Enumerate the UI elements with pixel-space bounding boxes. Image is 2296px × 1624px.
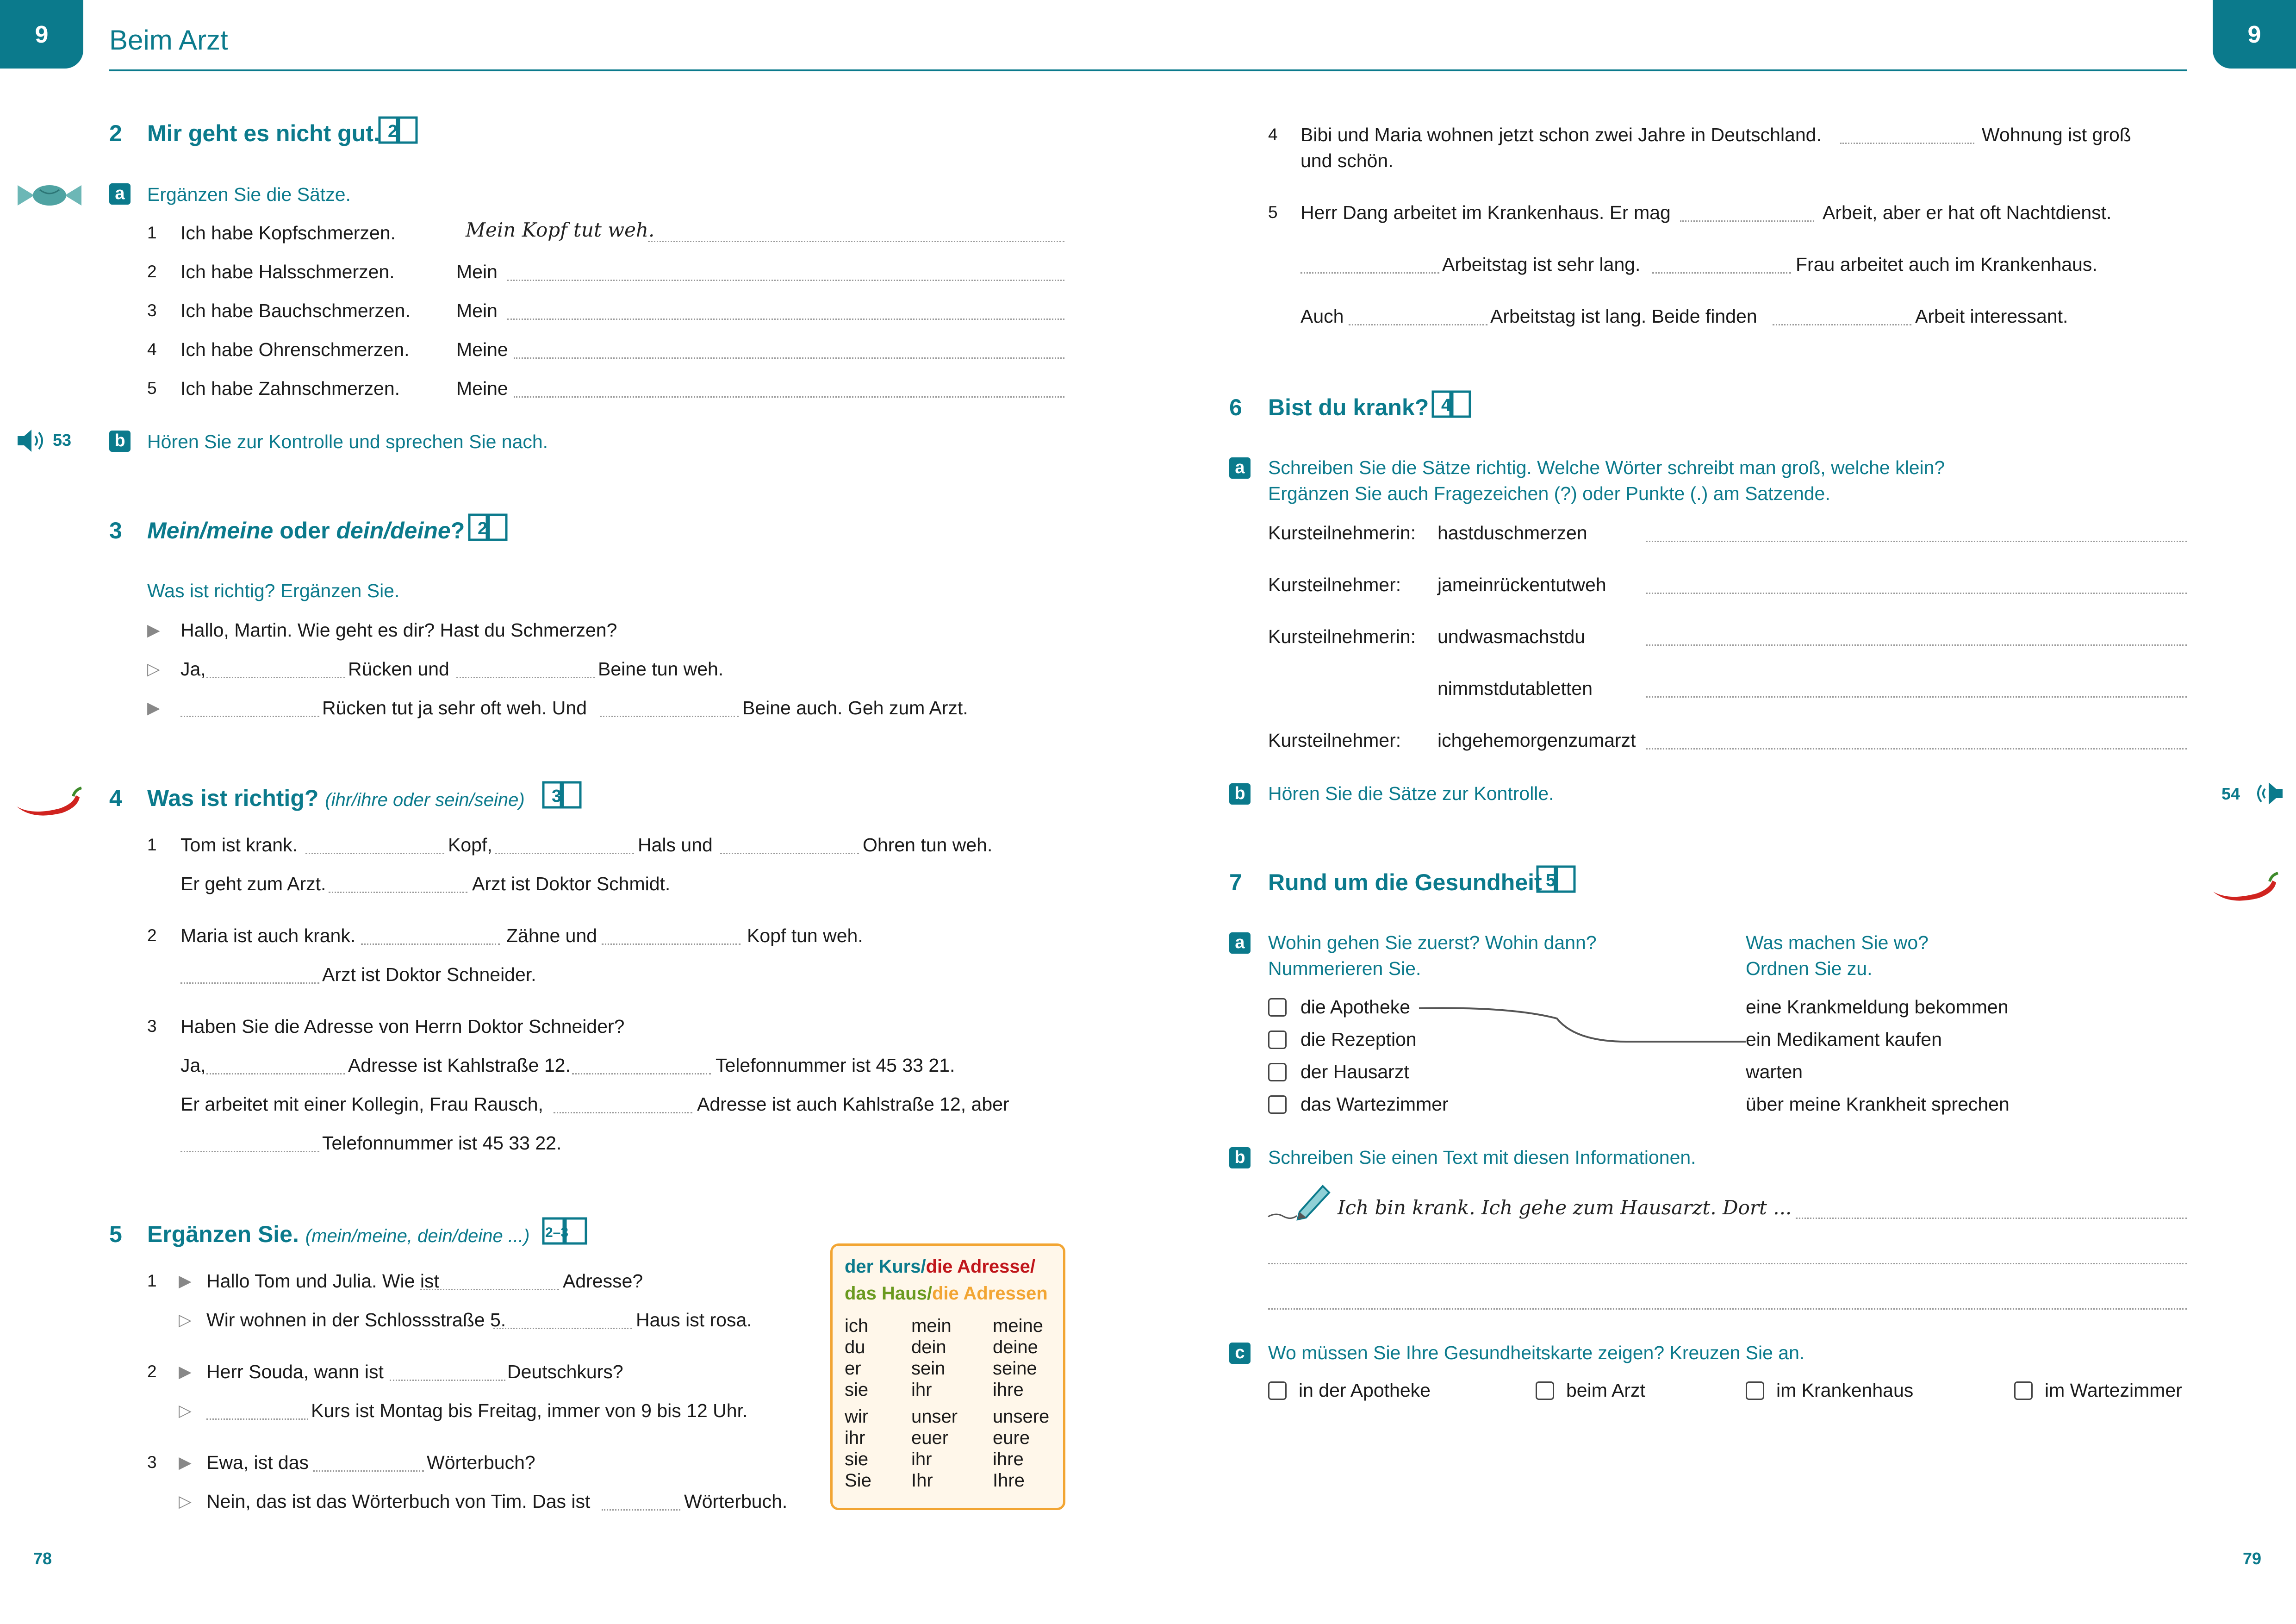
instruction: Was machen Sie wo?: [1746, 932, 1929, 953]
dialogue-text: Kurs ist Montag bis Freitag, immer von 9 bis 12 Uhr.: [311, 1400, 748, 1421]
item-number: 3: [147, 301, 157, 320]
dialogue-text: Deutschkurs?: [507, 1361, 623, 1382]
candy-icon: [16, 181, 83, 209]
gap-line[interactable]: [572, 1073, 711, 1074]
gap-line[interactable]: [206, 677, 345, 678]
dialogue-text: Wir wohnen in der Schlossstraße 5.: [206, 1309, 506, 1330]
item-text: Ja,: [180, 1055, 206, 1076]
item-text: Arbeitstag ist sehr lang.: [1442, 254, 1641, 275]
exercise-title: Bist du krank?: [1268, 394, 1429, 420]
item-text: Arzt ist Doktor Schneider.: [322, 964, 536, 985]
dialogue-text: Adresse?: [563, 1270, 643, 1292]
item-number: 5: [1268, 203, 1278, 222]
item-text: Maria ist auch krank.: [180, 925, 356, 946]
checkbox-label: in der Apotheke: [1299, 1380, 1431, 1401]
item-text: Telefonnummer ist 45 33 22.: [322, 1132, 562, 1154]
scrambled-sentence: hastduschmerzen: [1437, 522, 1587, 543]
audio-track-number: 54: [2221, 784, 2240, 803]
gap-line[interactable]: [313, 1470, 424, 1472]
scrambled-sentence: ichgehemorgenzumarzt: [1437, 730, 1636, 751]
answer-line[interactable]: [648, 241, 1064, 242]
chapter-number: 9: [2247, 21, 2261, 48]
item-text: Zähne und: [506, 925, 597, 946]
possessive: ihr: [911, 1449, 932, 1469]
item-text: Er geht zum Arzt.: [180, 873, 326, 894]
possessive: sein: [911, 1358, 946, 1379]
dialogue-text: Ja,: [180, 658, 206, 680]
item-text: Ich habe Ohrenschmerzen.: [180, 339, 410, 360]
dialogue-text: Rücken tut ja sehr oft weh. Und: [322, 697, 587, 718]
exercise-number: 7: [1229, 869, 1242, 895]
possessive: ihre: [993, 1449, 1024, 1469]
pronoun: er: [845, 1358, 861, 1379]
possessive: eure: [993, 1428, 1030, 1448]
gap-line[interactable]: [180, 716, 319, 717]
possessive: mein: [911, 1316, 952, 1336]
part-badge: b: [1229, 783, 1251, 805]
answer-line[interactable]: [507, 319, 1064, 320]
gap-line[interactable]: [554, 1112, 692, 1113]
item-number: 5: [147, 379, 157, 398]
pronoun: sie: [845, 1380, 869, 1400]
speaker-a-marker: ▶: [179, 1453, 192, 1472]
item-text: Haben Sie die Adresse von Herrn Doktor Schneider?: [180, 1016, 625, 1037]
item-text: Ich habe Bauchschmerzen.: [180, 300, 411, 321]
header-rule: [109, 69, 2187, 71]
answer-start: Mein: [456, 300, 498, 321]
item-text: Frau arbeitet auch im Krankenhaus.: [1796, 254, 2097, 275]
item-text: Hals und: [638, 834, 713, 856]
book-page-ref: 5: [1546, 871, 1556, 890]
activity-option: warten: [1746, 1061, 1803, 1082]
exercise-number: 2: [109, 120, 122, 146]
gap-line[interactable]: [602, 1509, 680, 1511]
place-option: der Hausarzt: [1300, 1061, 1409, 1082]
scrambled-sentence: undwasmachstdu: [1437, 626, 1586, 647]
possessive: euer: [911, 1428, 949, 1448]
part-badge: a: [1229, 457, 1251, 479]
possessive: Ihre: [993, 1470, 1025, 1491]
book-icon: [378, 115, 418, 144]
exercise-title: Was ist richtig? (ihr/ihre oder sein/seine): [147, 785, 525, 811]
gap-line[interactable]: [602, 943, 740, 945]
exercise-title: Rund um die Gesundheit: [1268, 869, 1542, 895]
answer-checkbox[interactable]: [1268, 1381, 1287, 1400]
chapter-tab-left: [0, 0, 83, 69]
page-number: 78: [33, 1549, 52, 1568]
grammar-box: [830, 1243, 1065, 1510]
speaker-b-marker: ▷: [179, 1401, 192, 1420]
answer-line[interactable]: [1646, 696, 2187, 698]
answer-line[interactable]: [514, 396, 1064, 398]
exercise-number: 3: [109, 518, 122, 543]
answer-checkbox[interactable]: [1536, 1381, 1554, 1400]
item-text: Herr Dang arbeitet im Krankenhaus. Er mag: [1300, 202, 1671, 223]
gap-line[interactable]: [390, 1380, 505, 1381]
answer-start: Meine: [456, 339, 508, 360]
speaker-a-marker: ▶: [147, 620, 160, 639]
dialogue-line: Hallo, Martin. Wie geht es dir? Hast du Schmerzen?: [180, 619, 617, 641]
dialogue-text: Ewa, ist das: [206, 1452, 309, 1473]
possessive: meine: [993, 1316, 1043, 1336]
scrambled-sentence: nimmstdutabletten: [1437, 678, 1593, 699]
instruction: Ergänzen Sie auch Fragezeichen (?) oder Punkte (.) am Satzende.: [1268, 483, 1830, 504]
number-checkbox[interactable]: [1268, 1031, 1287, 1049]
item-number: 1: [147, 835, 157, 854]
speaker-b-marker: ▷: [147, 659, 160, 678]
activity-option: ein Medikament kaufen: [1746, 1029, 1942, 1050]
handwritten-example: Ich bin krank. Ich gehe zum Hausarzt. Dort ...: [1338, 1196, 1792, 1219]
speaker-icon[interactable]: [16, 427, 48, 455]
dialogue-text: Haus ist rosa.: [636, 1309, 752, 1330]
dialogue-text: Nein, das ist das Wörterbuch von Tim. Das ist: [206, 1491, 591, 1512]
possessive: ihr: [911, 1380, 932, 1400]
item-number: 2: [147, 926, 157, 945]
gap-line[interactable]: [1652, 272, 1791, 274]
item-number: 3: [147, 1017, 157, 1036]
part-badge: a: [1229, 932, 1251, 954]
instruction: Ordnen Sie zu.: [1746, 958, 1873, 979]
gap-line[interactable]: [305, 853, 444, 854]
dialogue-text: Rücken und: [348, 658, 449, 680]
possessive: unsere: [993, 1406, 1050, 1427]
gap-line[interactable]: [600, 716, 739, 717]
gap-line[interactable]: [493, 1328, 632, 1329]
place-option: die Rezeption: [1300, 1029, 1417, 1050]
possessive: seine: [993, 1358, 1037, 1379]
answer-line[interactable]: [1646, 593, 2187, 594]
dialogue-text: Beine tun weh.: [598, 658, 724, 680]
answer-checkbox[interactable]: [1746, 1381, 1764, 1400]
possessive: deine: [993, 1337, 1038, 1357]
book-page-ref: 3: [552, 787, 562, 806]
exercise-title: Mein/meine oder dein/deine?: [147, 518, 465, 543]
book-icon: [541, 1216, 588, 1245]
item-number: 3: [147, 1453, 157, 1472]
gap-line[interactable]: [1349, 324, 1487, 325]
dialogue-text: Herr Souda, wann ist: [206, 1361, 384, 1382]
book-page-ref: 4: [1441, 396, 1451, 415]
item-text: Ich habe Zahnschmerzen.: [180, 378, 400, 399]
item-text: Kopf tun weh.: [747, 925, 863, 946]
book-page-ref: 2–3: [545, 1225, 569, 1240]
gap-line[interactable]: [180, 1151, 319, 1152]
page-number: 79: [2243, 1549, 2262, 1568]
instruction: Hören Sie die Sätze zur Kontrolle.: [1268, 783, 1554, 804]
pronoun: Sie: [845, 1470, 871, 1491]
pronoun: du: [845, 1337, 865, 1357]
gap-line[interactable]: [361, 943, 500, 945]
item-text: Telefonnummer ist 45 33 21.: [716, 1055, 955, 1076]
exercise-title: Mir geht es nicht gut.: [147, 120, 380, 146]
item-text: Auch: [1300, 306, 1344, 327]
item-text: Adresse ist auch Kahlstraße 12, aber: [697, 1093, 1009, 1115]
gap-line[interactable]: [1300, 272, 1439, 274]
speaker-label: Kursteilnehmer:: [1268, 574, 1401, 595]
gap-line[interactable]: [329, 892, 467, 893]
answer-start: Meine: [456, 378, 508, 399]
item-text: Ich habe Kopfschmerzen.: [180, 222, 396, 244]
item-text: Bibi und Maria wohnen jetzt schon zwei Jahre in Deutschland.: [1300, 124, 1822, 145]
place-option: das Wartezimmer: [1300, 1093, 1449, 1115]
item-text: Ich habe Halsschmerzen.: [180, 261, 395, 282]
possessive: Ihr: [911, 1470, 933, 1491]
dialogue-text: Wörterbuch?: [427, 1452, 535, 1473]
chapter-number: 9: [35, 21, 49, 48]
gap-line[interactable]: [1773, 324, 1911, 325]
speaker-label: Kursteilnehmer:: [1268, 730, 1401, 751]
exercise-number: 4: [109, 785, 122, 811]
item-text: Ohren tun weh.: [863, 834, 993, 856]
item-text: und schön.: [1300, 150, 1394, 171]
speaker-label: Kursteilnehmerin:: [1268, 626, 1416, 647]
speaker-icon[interactable]: [2252, 780, 2284, 807]
book-icon: [1431, 389, 1472, 418]
answer-line[interactable]: [1646, 541, 2187, 542]
chili-pepper-icon: [2210, 870, 2280, 903]
writing-line[interactable]: [1268, 1308, 2187, 1310]
item-number: 1: [147, 223, 157, 242]
item-text: Wohnung ist groß: [1982, 124, 2131, 145]
item-text: Kopf,: [448, 834, 492, 856]
exercise-number: 5: [109, 1221, 122, 1247]
answer-line[interactable]: [507, 280, 1064, 281]
instruction: Wo müssen Sie Ihre Gesundheitskarte zeigen? Kreuzen Sie an.: [1268, 1342, 1805, 1363]
instruction: Schreiben Sie die Sätze richtig. Welche Wörter schreibt man groß, welche klein?: [1268, 457, 1945, 478]
instruction: Schreiben Sie einen Text mit diesen Informationen.: [1268, 1147, 1696, 1168]
dialogue-text: Hallo Tom und Julia. Wie ist: [206, 1270, 439, 1292]
possessive: dein: [911, 1337, 946, 1357]
dialogue-text: Beine auch. Geh zum Arzt.: [742, 697, 968, 718]
item-number: 2: [147, 262, 157, 281]
pronoun: ihr: [845, 1428, 865, 1448]
part-badge: b: [1229, 1147, 1251, 1168]
instruction: Ergänzen Sie die Sätze.: [147, 184, 351, 205]
number-checkbox[interactable]: [1268, 998, 1287, 1017]
instruction: Wohin gehen Sie zuerst? Wohin dann?: [1268, 932, 1597, 953]
item-text: Arbeit, aber er hat oft Nachtdienst.: [1823, 202, 2112, 223]
exercise-number: 6: [1229, 394, 1242, 420]
answer-checkbox[interactable]: [2014, 1381, 2033, 1400]
book-page-ref: 2: [478, 519, 488, 538]
pronoun: ich: [845, 1316, 869, 1336]
audio-track-number: 53: [53, 431, 72, 450]
speaker-b-marker: ▷: [179, 1310, 192, 1329]
gap-line[interactable]: [420, 1289, 559, 1290]
speaker-b-marker: ▷: [179, 1492, 192, 1511]
item-text: Arbeit interessant.: [1915, 306, 2068, 327]
possessive: unser: [911, 1406, 958, 1427]
gap-line[interactable]: [206, 1418, 308, 1420]
item-text: Adresse ist Kahlstraße 12.: [348, 1055, 571, 1076]
speaker-a-marker: ▶: [179, 1362, 192, 1381]
item-number: 1: [147, 1271, 157, 1290]
writing-line[interactable]: [1796, 1218, 2187, 1219]
gap-line[interactable]: [495, 853, 634, 854]
instruction: Nummerieren Sie.: [1268, 958, 1421, 979]
book-page-ref: 2: [388, 122, 398, 141]
pencil-icon: [1267, 1180, 1332, 1221]
book-icon: [467, 512, 508, 542]
checkbox-label: beim Arzt: [1566, 1380, 1645, 1401]
checkbox-label: im Krankenhaus: [1776, 1380, 1914, 1401]
item-text: Arbeitstag ist lang. Beide finden: [1490, 306, 1757, 327]
page-title: Beim Arzt: [109, 25, 228, 56]
instruction: Was ist richtig? Ergänzen Sie.: [147, 580, 400, 601]
item-number: 4: [147, 340, 157, 359]
answer-start: Mein: [456, 261, 498, 282]
part-badge: b: [109, 431, 131, 452]
speaker-a-marker: ▶: [147, 698, 160, 717]
item-number: 4: [1268, 125, 1278, 144]
part-badge: c: [1229, 1343, 1251, 1364]
speaker-label: Kursteilnehmerin:: [1268, 522, 1416, 543]
item-number: 2: [147, 1362, 157, 1381]
book-icon: [1536, 864, 1576, 893]
item-text: Arzt ist Doktor Schmidt.: [472, 873, 671, 894]
answer-line[interactable]: [1646, 644, 2187, 646]
gap-line[interactable]: [206, 1073, 345, 1074]
book-icon: [541, 780, 582, 809]
exercise-title: Ergänzen Sie. (mein/meine, dein/deine ...): [147, 1221, 530, 1247]
chapter-tab-right: [2213, 0, 2296, 69]
number-checkbox[interactable]: [1268, 1095, 1287, 1114]
scrambled-sentence: jameinrückentutweh: [1437, 574, 1606, 595]
item-text: Er arbeitet mit einer Kollegin, Frau Rausch,: [180, 1093, 543, 1115]
grammar-heading: der Kurs/die Adresse/: [845, 1256, 1036, 1277]
pronoun: wir: [845, 1406, 869, 1427]
pronoun: sie: [845, 1449, 869, 1469]
number-checkbox[interactable]: [1268, 1063, 1287, 1081]
gap-line[interactable]: [456, 677, 595, 678]
item-text: Tom ist krank.: [180, 834, 298, 856]
handwritten-answer: Mein Kopf tut weh.: [466, 219, 655, 241]
gap-line[interactable]: [720, 853, 859, 854]
connecting-line: [1418, 1000, 1747, 1046]
instruction: Hören Sie zur Kontrolle und sprechen Sie nach.: [147, 431, 548, 452]
possessive: ihre: [993, 1380, 1024, 1400]
speaker-a-marker: ▶: [179, 1271, 192, 1290]
activity-option: eine Krankmeldung bekommen: [1746, 996, 2009, 1018]
answer-line[interactable]: [514, 357, 1064, 359]
grammar-heading: das Haus/die Adressen: [845, 1283, 1048, 1304]
answer-line[interactable]: [1646, 748, 2187, 750]
chili-pepper-icon: [14, 785, 83, 818]
place-option: die Apotheke: [1300, 996, 1411, 1018]
part-badge: a: [109, 183, 131, 205]
writing-line[interactable]: [1268, 1263, 2187, 1264]
gap-line[interactable]: [1840, 143, 1974, 144]
dialogue-text: Wörterbuch.: [684, 1491, 788, 1512]
gap-line[interactable]: [180, 982, 319, 984]
activity-option: über meine Krankheit sprechen: [1746, 1093, 2010, 1115]
checkbox-label: im Wartezimmer: [2045, 1380, 2182, 1401]
gap-line[interactable]: [1680, 220, 1814, 222]
